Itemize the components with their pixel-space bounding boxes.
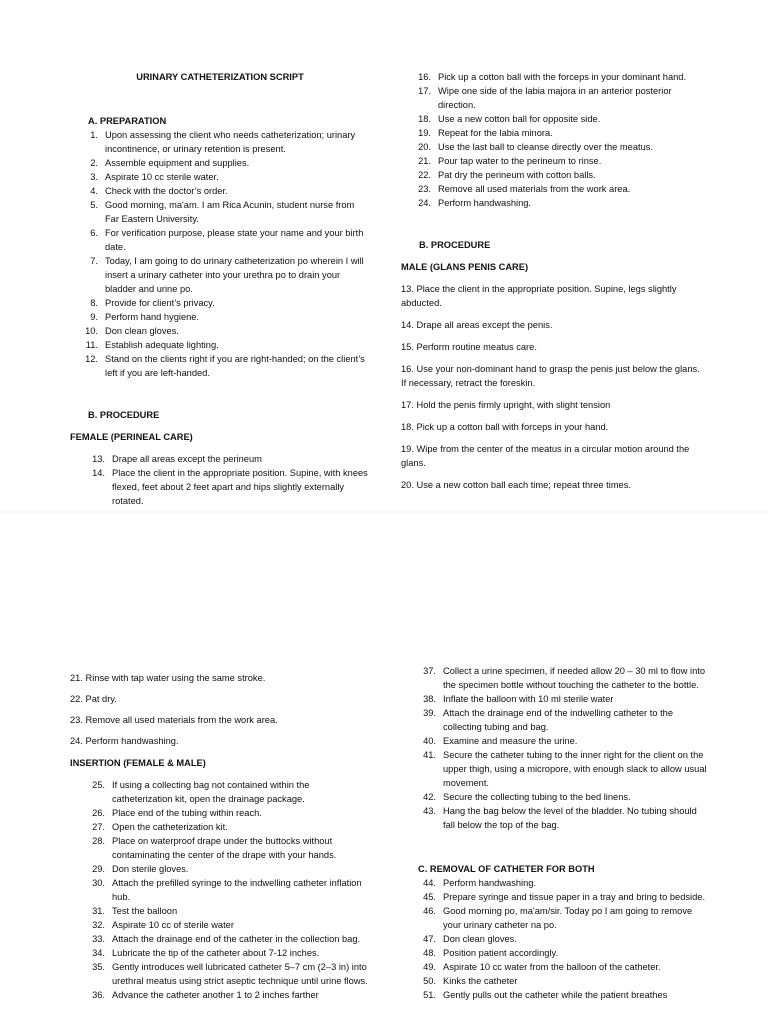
item-number: 3. — [90, 172, 98, 182]
item-text: Examine and measure the urine. — [443, 736, 578, 746]
list-item — [418, 904, 708, 932]
item-number: 47. — [423, 934, 436, 944]
insertion-list — [70, 778, 370, 1002]
item-number: 34. — [92, 948, 105, 958]
item-text: Good morning, ma'am. I am Rica Acunin, student nurse from Far Eastern University. — [105, 200, 355, 224]
item-number: 12. — [85, 354, 98, 364]
item-number: 9. — [90, 312, 98, 322]
step-paragraph: 19. Wipe from the center of the meatus in a circular motion around the glans. — [401, 444, 690, 468]
page1-left-column — [70, 70, 370, 522]
rinse-steps — [70, 671, 370, 748]
item-text: Test the balloon — [112, 906, 178, 916]
list-item — [70, 226, 370, 254]
item-number: 17. — [418, 86, 431, 96]
item-number: 37. — [423, 666, 436, 676]
list-item — [70, 946, 370, 960]
item-text: Establish adequate lighting. — [105, 340, 219, 350]
list-item — [418, 946, 708, 960]
item-text: Secure the catheter tubing to the inner right for the client on the upper thigh, using a micropore, with enough slack to allow usual movement. — [443, 750, 707, 788]
item-number: 2. — [90, 158, 98, 168]
list-item — [401, 182, 701, 196]
item-number: 23. — [418, 184, 431, 194]
list-item — [418, 748, 708, 790]
item-text: Place the client in the appropriate position. Supine, with knees flexed, feet about 2 feet apart and hips slightly externally rotated. — [112, 468, 368, 506]
item-text: Aspirate 10 cc of sterile water — [112, 920, 234, 930]
step-paragraph: 18. Pick up a cotton ball with forceps in your hand. — [401, 422, 609, 432]
item-text: Today, I am going to do urinary catheterization po wherein I will insert a urinary catheter into your urethra po to drain your bladder and urine po. — [105, 256, 364, 294]
item-text: Attach the drainage end of the catheter in the collection bag. — [112, 934, 361, 944]
list-item — [401, 112, 701, 126]
list-item — [418, 974, 708, 988]
step-paragraph: 15. Perform routine meatus care. — [401, 342, 537, 352]
item-text: Upon assessing the client who needs catheterization; urinary incontinence, or urinary retention is present. — [105, 130, 356, 154]
item-text: Remove all used materials from the work area. — [438, 184, 631, 194]
item-text: Provide for client’s privacy. — [105, 298, 215, 308]
list-item — [401, 126, 701, 140]
list-item — [418, 804, 708, 832]
step-paragraph: 17. Hold the penis firmly upright, with slight tension — [401, 400, 611, 410]
item-text: Place end of the tubing within reach. — [112, 808, 262, 818]
item-text: Prepare syringe and tissue paper in a tray and bring to bedside. — [443, 892, 706, 902]
item-text: Don clean gloves. — [443, 934, 517, 944]
list-item — [70, 932, 370, 946]
page-title: URINARY CATHETERIZATION SCRIPT — [136, 72, 304, 82]
item-number: 5. — [90, 200, 98, 210]
item-number: 14. — [92, 468, 105, 478]
list-item — [418, 960, 708, 974]
item-number: 48. — [423, 948, 436, 958]
item-text: Gently introduces well lubricated catheter 5–7 cm (2–3 in) into urethral meatus using strict aseptic technique until urine flows. — [112, 962, 368, 986]
item-number: 44. — [423, 878, 436, 888]
catheter-steps-list — [418, 664, 708, 832]
list-item — [418, 706, 708, 734]
item-number: 26. — [92, 808, 105, 818]
item-number: 20. — [418, 142, 431, 152]
list-item — [401, 196, 701, 210]
step-paragraph: 20. Use a new cotton ball each time; repeat three times. — [401, 480, 631, 490]
item-text: Place on waterproof drape under the buttocks without contaminating the center of the drape with your hands. — [112, 836, 337, 860]
item-text: Aspirate 10 cc water from the balloon of the catheter. — [443, 962, 661, 972]
item-text: Aspirate 10 cc sterile water. — [105, 172, 219, 182]
item-number: 6. — [90, 228, 98, 238]
item-number: 43. — [423, 806, 436, 816]
item-number: 45. — [423, 892, 436, 902]
item-text: Wipe one side of the labia majora in an anterior posterior direction. — [438, 86, 672, 110]
item-text: Don sterile gloves. — [112, 864, 189, 874]
list-item — [418, 734, 708, 748]
item-number: 29. — [92, 864, 105, 874]
list-item — [70, 988, 370, 1002]
list-item — [70, 806, 370, 820]
page1-right-column — [401, 70, 701, 492]
item-text: Hang the bag below the level of the bladder. No tubing should fall below the top of the bag. — [443, 806, 697, 830]
list-item — [70, 296, 370, 310]
item-text: Kinks the catheter — [443, 976, 518, 986]
preparation-heading: A. PREPARATION — [88, 116, 167, 126]
list-item — [418, 932, 708, 946]
item-text: Secure the collecting tubing to the bed linens. — [443, 792, 631, 802]
item-text: Position patient accordingly. — [443, 948, 559, 958]
item-text: Check with the doctor’s order. — [105, 186, 228, 196]
item-number: 13. — [92, 454, 105, 464]
item-number: 10. — [85, 326, 98, 336]
item-text: Stand on the clients right if you are right-handed; on the client’s left if you are left-handed. — [105, 354, 365, 378]
item-number: 51. — [423, 990, 436, 1000]
insertion-heading: INSERTION (FEMALE & MALE) — [70, 758, 206, 768]
item-number: 36. — [92, 990, 105, 1000]
list-item — [70, 960, 370, 988]
list-item — [418, 988, 708, 1002]
item-text: Perform handwashing. — [443, 878, 537, 888]
male-heading: MALE (GLANS PENIS CARE) — [401, 262, 529, 272]
step-paragraph: 24. Perform handwashing. — [70, 736, 179, 746]
list-item — [70, 156, 370, 170]
list-item — [401, 168, 701, 182]
list-item — [401, 140, 701, 154]
item-text: Lubricate the tip of the catheter about 7-12 inches. — [112, 948, 320, 958]
item-number: 40. — [423, 736, 436, 746]
page-2 — [0, 514, 768, 1024]
item-number: 24. — [418, 198, 431, 208]
step-paragraph: 14. Drape all areas except the penis. — [401, 320, 553, 330]
list-item — [70, 184, 370, 198]
item-text: Perform handwashing. — [438, 198, 532, 208]
item-number: 18. — [418, 114, 431, 124]
preparation-list — [70, 128, 370, 380]
removal-heading: C. REMOVAL OF CATHETER FOR BOTH — [418, 864, 595, 874]
list-item — [401, 70, 701, 84]
list-item — [418, 890, 708, 904]
item-text: Open the catheterization kit. — [112, 822, 228, 832]
perineal-steps-list — [401, 70, 701, 210]
male-steps — [401, 282, 701, 492]
item-number: 25. — [92, 780, 105, 790]
list-item — [70, 310, 370, 324]
item-text: Don clean gloves. — [105, 326, 179, 336]
item-text: Use a new cotton ball for opposite side. — [438, 114, 601, 124]
list-item — [70, 324, 370, 338]
item-text: Attach the drainage end of the indwelling catheter to the collecting tubing and bag. — [443, 708, 673, 732]
item-number: 1. — [90, 130, 98, 140]
list-item — [70, 862, 370, 876]
item-text: Good morning po, ma'am/sir. Today po I am going to remove your urinary catheter na po. — [443, 906, 693, 930]
step-paragraph: 23. Remove all used materials from the work area. — [70, 715, 278, 725]
list-item — [70, 170, 370, 184]
page2-left-column — [70, 664, 370, 1002]
item-text: Perform hand hygiene. — [105, 312, 200, 322]
item-number: 41. — [423, 750, 436, 760]
item-text: Repeat for the labia minora. — [438, 128, 553, 138]
list-item — [418, 876, 708, 890]
list-item — [70, 820, 370, 834]
item-number: 50. — [423, 976, 436, 986]
item-text: Pat dry the perineum with cotton balls. — [438, 170, 596, 180]
item-number: 16. — [418, 72, 431, 82]
list-item — [70, 338, 370, 352]
item-text: Pour tap water to the perineum to rinse. — [438, 156, 602, 166]
page2-right-column — [418, 664, 708, 1002]
item-number: 31. — [92, 906, 105, 916]
list-item — [70, 198, 370, 226]
item-text: Use the last ball to cleanse directly over the meatus. — [438, 142, 653, 152]
item-number: 35. — [92, 962, 105, 972]
item-number: 33. — [92, 934, 105, 944]
item-text: If using a collecting bag not contained within the catheterization kit, open the drainage package. — [112, 780, 310, 804]
item-text: Attach the prefilled syringe to the indwelling catheter inflation hub. — [112, 878, 362, 902]
item-number: 22. — [418, 170, 431, 180]
list-item — [70, 834, 370, 862]
item-number: 4. — [90, 186, 98, 196]
item-number: 32. — [92, 920, 105, 930]
item-number: 30. — [92, 878, 105, 888]
list-item — [70, 452, 370, 466]
list-item — [70, 466, 370, 508]
item-number: 8. — [90, 298, 98, 308]
item-text: Advance the catheter another 1 to 2 inches farther — [112, 990, 319, 1000]
step-paragraph: 16. Use your non-dominant hand to grasp the penis just below the glans. If necessary, retract the foreskin. — [401, 364, 700, 388]
procedure-heading: B. PROCEDURE — [88, 410, 160, 420]
list-item — [70, 918, 370, 932]
step-paragraph: 21. Rinse with tap water using the same stroke. — [70, 673, 266, 683]
item-number: 38. — [423, 694, 436, 704]
list-item — [401, 84, 701, 112]
item-number: 7. — [90, 256, 98, 266]
list-item — [401, 154, 701, 168]
item-number: 39. — [423, 708, 436, 718]
item-text: Assemble equipment and supplies. — [105, 158, 250, 168]
item-number: 27. — [92, 822, 105, 832]
item-number: 28. — [92, 836, 105, 846]
item-number: 11. — [85, 340, 98, 350]
page-1 — [0, 0, 768, 510]
item-number: 21. — [418, 156, 431, 166]
item-number: 19. — [418, 128, 431, 138]
list-item — [70, 352, 370, 380]
step-paragraph: 22. Pat dry. — [70, 694, 117, 704]
step-paragraph: 13. Place the client in the appropriate position. Supine, legs slightly abducted. — [401, 284, 677, 308]
item-text: Collect a urine specimen, if needed allow 20 – 30 ml to flow into the specimen bottle without touching the catheter to the bottle. — [443, 666, 706, 690]
list-item — [70, 876, 370, 904]
list-item — [70, 778, 370, 806]
item-number: 49. — [423, 962, 436, 972]
item-number: 42. — [423, 792, 436, 802]
item-text: Pick up a cotton ball with the forceps in your dominant hand. — [438, 72, 687, 82]
list-item — [70, 254, 370, 296]
list-item — [418, 664, 708, 692]
item-text: For verification purpose, please state your name and your birth date. — [105, 228, 364, 252]
item-text: Gently pulls out the catheter while the patient breathes — [443, 990, 668, 1000]
list-item — [70, 904, 370, 918]
list-item — [70, 128, 370, 156]
list-item — [418, 692, 708, 706]
item-text: Drape all areas except the perineum — [112, 454, 262, 464]
procedure-heading-right: B. PROCEDURE — [419, 240, 491, 250]
list-item — [418, 790, 708, 804]
item-text: Inflate the balloon with 10 ml sterile water — [443, 694, 614, 704]
item-number: 46. — [423, 906, 436, 916]
removal-list — [418, 876, 708, 1002]
female-heading: FEMALE (PERINEAL CARE) — [70, 432, 193, 442]
